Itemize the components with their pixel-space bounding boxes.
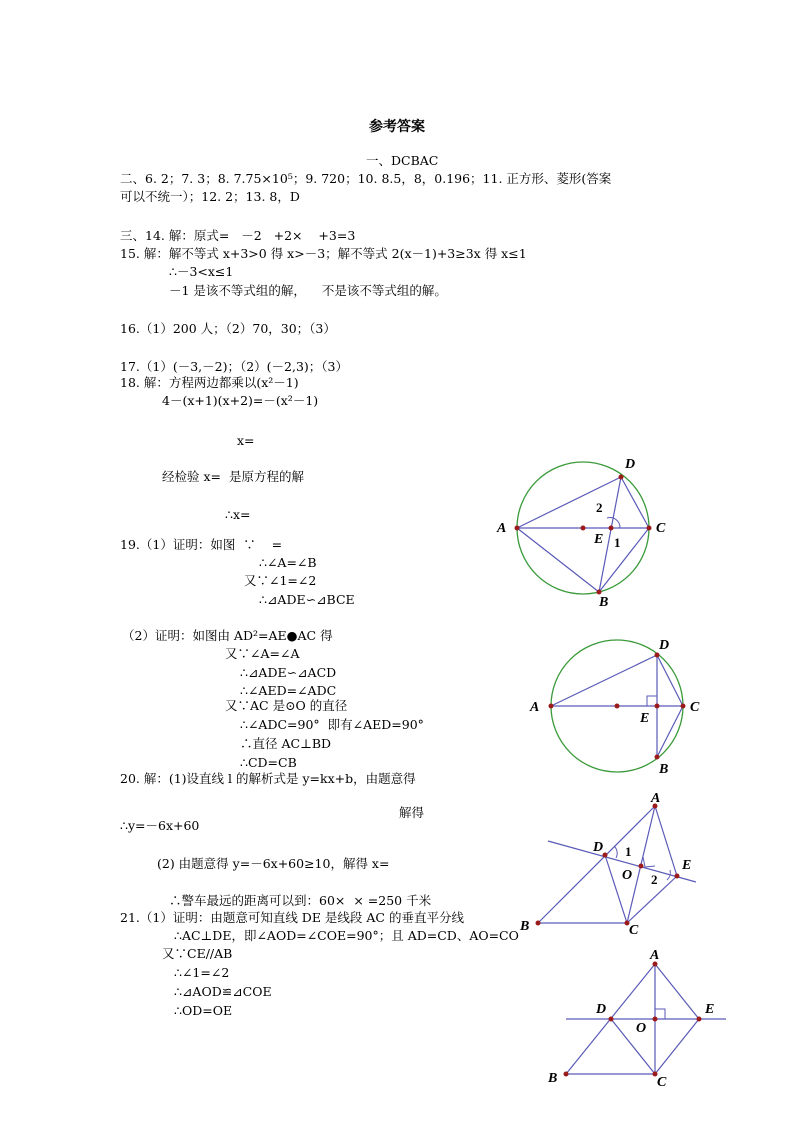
label-B: B — [548, 1071, 558, 1086]
label-D: D — [596, 1002, 607, 1017]
answer-line: 三、14. 解：原式= －2 +2× +3=3 — [120, 228, 356, 243]
label-A: A — [651, 791, 661, 806]
label-O: O — [636, 1021, 647, 1036]
label-C: C — [690, 700, 700, 715]
label-D: D — [593, 840, 604, 855]
label-B: B — [599, 595, 609, 610]
answer-line: ∴－3<x≤1 — [169, 264, 234, 279]
answer-line: 20. 解：(1)设直线 l 的解析式是 y=kx+b，由题意得 — [120, 771, 416, 786]
angle-label-2: 2 — [596, 500, 603, 515]
answer-line: ∴y=－6x+60 — [120, 818, 200, 833]
page-title: 参考答案 — [369, 119, 425, 135]
answer-line: ∴CD=CB — [240, 755, 297, 770]
label-O: O — [622, 868, 633, 883]
answer-line: 17.（1）(－3,－2)；（2）(－2,3)；（3） — [120, 359, 349, 374]
answer-line: 19.（1）证明：如图 ∵ = — [120, 537, 283, 552]
answer-line: ∴警车最远的距离可以到：60× × =250 千米 — [169, 893, 432, 908]
label-D: D — [659, 638, 670, 653]
answer-line: x= — [237, 433, 255, 448]
label-D: D — [625, 457, 636, 472]
answer-line: ∴OD=OE — [174, 1003, 233, 1018]
label-E: E — [640, 711, 650, 726]
answer-line: ∴∠ADC=90° 即有∠AED=90° — [240, 717, 424, 732]
answer-line: 4－(x+1)(x+2)=－(x²－1) — [162, 393, 319, 408]
answer-line: 经检验 x= 是原方程的解 — [162, 469, 304, 484]
answer-line: 15. 解：解不等式 x+3>0 得 x>－3；解不等式 2(x－1)+3≥3x 得 x≤1 — [120, 246, 527, 261]
angle-label-1: 1 — [614, 535, 621, 550]
answer-line: 解得 — [399, 805, 425, 820]
answer-line: ∴∠AED=∠ADC — [240, 683, 337, 698]
answer-line: 可以不统一）；12. 2；13. 8，D — [120, 189, 300, 204]
label-C: C — [629, 923, 639, 938]
label-B: B — [520, 919, 530, 934]
label-E: E — [705, 1002, 715, 1017]
answer-line: ∴∠1=∠2 — [174, 965, 230, 980]
answer-line: 21.（1）证明：由题意可知直线 DE 是线段 AC 的垂直平分线 — [120, 910, 464, 925]
answer-line: ∴⊿ADE∽⊿BCE — [259, 592, 355, 607]
angle-label-2: 2 — [651, 872, 658, 887]
answer-line: (2) 由题意得 y=－6x+60≥10，解得 x= — [157, 856, 390, 871]
answer-line: ∴⊿ADE∽⊿ACD — [240, 665, 337, 680]
label-C: C — [657, 1075, 667, 1090]
figure-2-circle-diameter — [529, 638, 700, 777]
label-B: B — [659, 762, 669, 777]
answer-line: －1 是该不等式组的解， 不是该不等式组的解。 — [169, 283, 447, 298]
label-A: A — [497, 521, 507, 536]
figure-1-circle-chords — [496, 457, 666, 610]
label-C: C — [656, 521, 666, 536]
answer-line: 一、DCBAC — [366, 153, 439, 168]
answer-line: （2）证明：如图由 AD²=AE●AC 得 — [122, 628, 333, 643]
answer-line: 又∵AC 是⊙O 的直径 — [225, 698, 348, 713]
answer-line: ∴∠A=∠B — [259, 555, 317, 570]
answer-line: ∴x= — [225, 507, 251, 522]
angle-label-1: 1 — [625, 844, 632, 859]
label-E: E — [682, 858, 692, 873]
answer-line: 二、6. 2；7. 3；8. 7.75×10⁵；9. 720；10. 8.5，8，0.196；11. 正方形、菱形(答案 — [120, 171, 612, 186]
answer-line: ∴⊿AOD≌⊿COE — [174, 984, 272, 999]
label-A: A — [530, 700, 540, 715]
answer-line: ∴AC⊥DE，即∠AOD=∠COE=90°；且 AD=CD、AO=CO — [174, 928, 519, 943]
answer-line: 又∵∠1=∠2 — [244, 573, 317, 588]
label-E: E — [594, 532, 604, 547]
answer-line: 又∵∠A=∠A — [225, 646, 300, 661]
figure-4-rhombus — [547, 948, 726, 1090]
answer-line: 又∵CE//AB — [162, 946, 233, 961]
answer-line: 16.（1）200 人；（2）70，30；（3） — [120, 321, 336, 336]
figure-3-triangle-line — [519, 791, 696, 938]
label-A: A — [650, 948, 660, 963]
answer-line: 18. 解：方程两边都乘以(x²－1) — [120, 375, 299, 390]
answer-line: ∴直径 AC⊥BD — [240, 736, 332, 751]
